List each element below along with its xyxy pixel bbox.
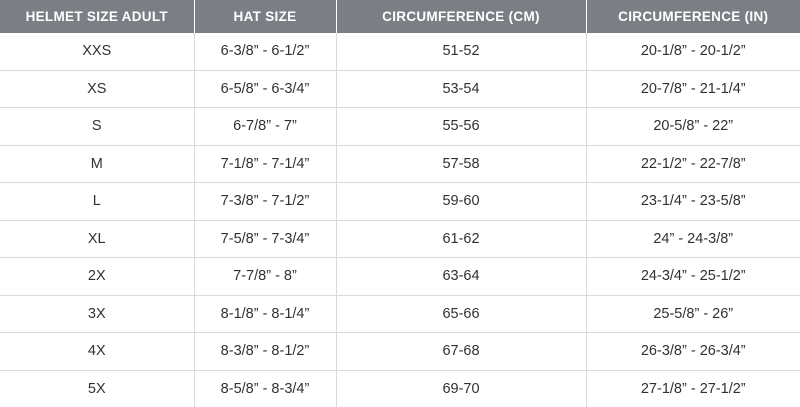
cell-circumference-in: 20-1/8” - 20-1/2” (586, 33, 800, 70)
table-row (0, 295, 800, 333)
cell-hat-size: 7-3/8” - 7-1/2” (194, 183, 336, 221)
table-row (0, 220, 800, 258)
cell-circumference-cm: 61-62 (336, 220, 586, 258)
table-row (0, 108, 800, 146)
cell-circumference-in: 20-5/8” - 22” (586, 108, 800, 146)
cell-circumference-cm: 69-70 (336, 370, 586, 407)
cell-helmet-size: 5X (0, 370, 194, 407)
cell-circumference-in: 23-1/4” - 23-5/8” (586, 183, 800, 221)
table-row (0, 333, 800, 371)
table-body (0, 33, 800, 407)
column-header-circumference-in: CIRCUMFERENCE (IN) (586, 0, 800, 33)
cell-circumference-cm: 57-58 (336, 145, 586, 183)
table-header-row (0, 0, 800, 33)
cell-circumference-cm: 51-52 (336, 33, 586, 70)
cell-circumference-cm: 67-68 (336, 333, 586, 371)
table-row (0, 370, 800, 407)
cell-helmet-size: XS (0, 70, 194, 108)
cell-circumference-in: 22-1/2” - 22-7/8” (586, 145, 800, 183)
cell-helmet-size: M (0, 145, 194, 183)
cell-circumference-in: 20-7/8” - 21-1/4” (586, 70, 800, 108)
column-header-helmet-size-adult: HELMET SIZE ADULT (0, 0, 194, 33)
cell-circumference-cm: 53-54 (336, 70, 586, 108)
cell-circumference-cm: 65-66 (336, 295, 586, 333)
column-header-circumference-cm: CIRCUMFERENCE (CM) (336, 0, 586, 33)
table-row (0, 183, 800, 221)
cell-circumference-in: 24” - 24-3/8” (586, 220, 800, 258)
cell-circumference-in: 24-3/4” - 25-1/2” (586, 258, 800, 296)
cell-circumference-cm: 55-56 (336, 108, 586, 146)
cell-hat-size: 8-1/8” - 8-1/4” (194, 295, 336, 333)
cell-helmet-size: L (0, 183, 194, 221)
cell-helmet-size: S (0, 108, 194, 146)
cell-helmet-size: XL (0, 220, 194, 258)
cell-circumference-in: 27-1/8” - 27-1/2” (640, 380, 746, 397)
cell-hat-size: 6-7/8” - 7” (194, 108, 336, 146)
column-header-hat-size: HAT SIZE (194, 0, 336, 33)
cell-hat-size: 6-3/8” - 6-1/2” (194, 33, 336, 70)
cell-circumference-in: 25-5/8” - 26” (586, 295, 800, 333)
table-row (0, 33, 800, 70)
cell-helmet-size: 2X (0, 258, 194, 296)
cell-hat-size: 6-5/8” - 6-3/4” (194, 70, 336, 108)
cell-circumference-cm: 63-64 (336, 258, 586, 296)
table-header (0, 0, 800, 33)
cell-hat-size: 7-1/8” - 7-1/4” (194, 145, 336, 183)
cell-hat-size: 8-5/8” - 8-3/4” (194, 370, 336, 407)
cell-hat-size: 7-7/8” - 8” (194, 258, 336, 296)
cell-circumference-in: 26-3/8” - 26-3/4” (586, 333, 800, 371)
cell-circumference-cm: 59-60 (336, 183, 586, 221)
cell-hat-size: 8-3/8” - 8-1/2” (194, 333, 336, 371)
table-row (0, 70, 800, 108)
cell-helmet-size: 4X (0, 333, 194, 371)
cell-helmet-size: XXS (0, 33, 194, 70)
cell-helmet-size: 3X (0, 295, 194, 333)
cell-hat-size: 7-5/8” - 7-3/4” (194, 220, 336, 258)
table-row (0, 258, 800, 296)
table-row (0, 145, 800, 183)
